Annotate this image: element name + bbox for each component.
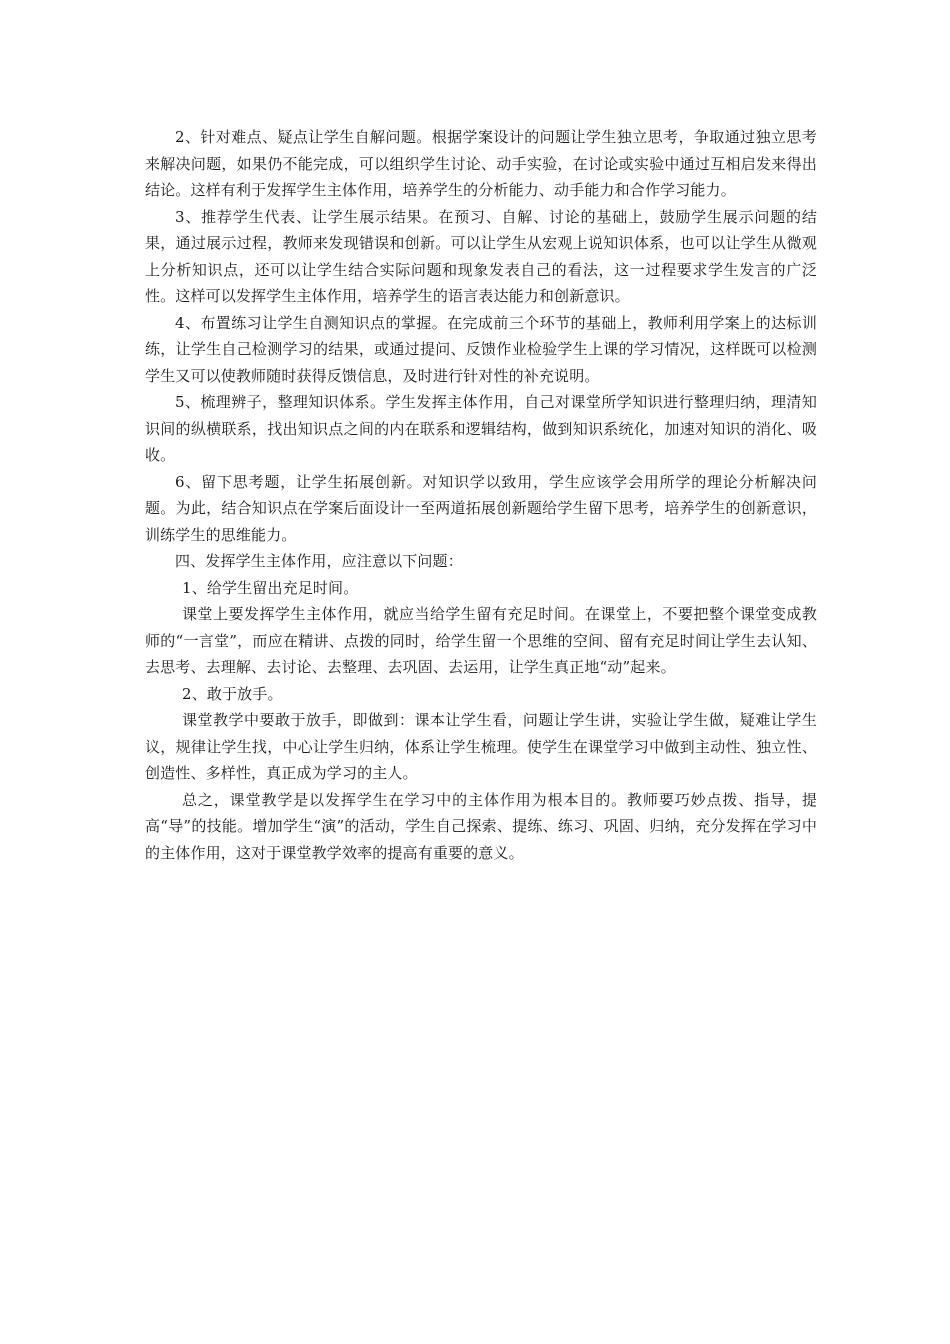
paragraph-point-6: 6、留下思考题，让学生拓展创新。对知识学以致用，学生应该学会用所学的理论分析解决问题。为此，结合知识点在学案后面设计一至两道拓展创新题给学生留下思考，培养学生的创新意识，训练学生的思维能力。: [145, 472, 817, 544]
document-body: [145, 124, 817, 866]
subheading-1: 1、给学生留出充足时间。: [182, 578, 359, 597]
section-heading-4: 四、发挥学生主体作用，应注意以下问题：: [175, 552, 463, 570]
paragraph-point-4: 4、布置练习让学生自测知识点的掌握。在完成前三个环节的基础上，教师利用学案上的达标训练，让学生自己检测学习的结果，或通过提问、反馈作业检验学生上课的学习情况，这样既可以检测学生又可以使教师随时获得反馈信息，及时进行针对性的补充说明。: [145, 313, 817, 385]
paragraph-sub-2: 课堂教学中要敢于放手，即做到：课本让学生看，问题让学生讲，实验让学生做，疑难让学生议，规律让学生找，中心让学生归纳，体系让学生梳理。使学生在课堂学习中做到主动性、独立性、创造性、多样性，真正成为学习的主人。: [145, 711, 817, 782]
paragraph-point-2: 2、针对难点、疑点让学生自解问题。根据学案设计的问题让学生独立思考，争取通过独立思考来解决问题，如果仍不能完成，可以组织学生讨论、动手实验，在讨论或实验中通过互相启发来得出结论。这样有利于发挥学生主体作用，培养学生的分析能力、动手能力和合作学习能力。: [145, 128, 817, 199]
paragraph-conclusion: 总之，课堂教学是以发挥学生在学习中的主体作用为根本目的。教师要巧妙点拨、指导，提高“导”的技能。增加学生“演”的活动，学生自己探索、提练、练习、巩固、归纳，充分发挥在学习中的主体作用，这对于课堂教学效率的提高有重要的意义。: [145, 790, 817, 862]
subheading-2: 2、敢于放手。: [182, 684, 283, 703]
paragraph-point-3: 3、推荐学生代表、让学生展示结果。在预习、自解、讨论的基础上，鼓励学生展示问题的结果，通过展示过程，教师来发现错误和创新。可以让学生从宏观上说知识体系，也可以让学生从微观上分析知识点，还可以让学生结合实际问题和现象发表自己的看法，这一过程要求学生发言的广泛性。这样可以发挥学生主体作用，培养学生的语言表达能力和创新意识。: [145, 207, 817, 305]
paragraph-point-5: 5、梳理辨子，整理知识体系。学生发挥主体作用，自己对课堂所学知识进行整理归纳，理清知识间的纵横联系，找出知识点之间的内在联系和逻辑结构，做到知识系统化，加速对知识的消化、吸收。: [145, 393, 817, 464]
paragraph-sub-1: 课堂上要发挥学生主体作用，就应当给学生留有充足时间。在课堂上，不要把整个课堂变成教师的“一言堂”，而应在精讲、点拨的同时，给学生留一个思维的空间、留有充足时间让学生去认知、去思考、去理解、去讨论、去整理、去巩固、去运用，让学生真正地“动”起来。: [145, 605, 817, 676]
